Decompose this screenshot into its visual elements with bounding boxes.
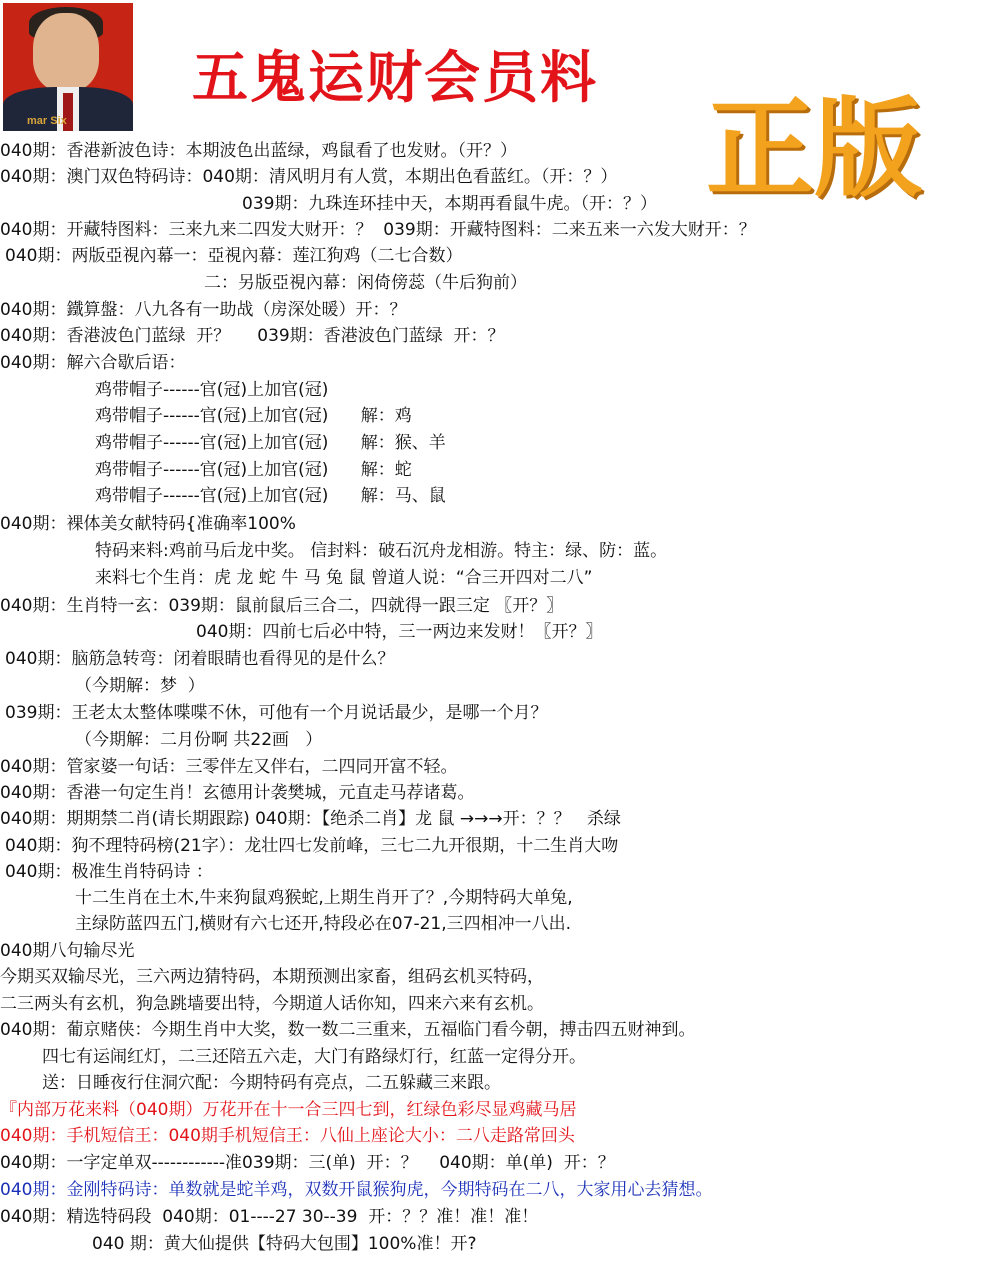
- text-line: 040 期：黄大仙提供【特码大包围】100%准！开?: [92, 1234, 477, 1254]
- text-line: 鸡带帽子------官(冠)上加官(冠): [95, 380, 329, 400]
- text-line: 040期：香港一句定生肖！玄德用计袭樊城，元直走马荐诸葛。: [0, 783, 475, 803]
- authentic-stamp: 正版: [706, 86, 923, 212]
- portrait-watermark: mar Six: [27, 115, 67, 127]
- text-line: 040期：鐵算盤：八九各有一助战（房深处暖）开：？: [0, 300, 407, 320]
- text-line: 040期：精选特码段 040期：01----27 30--39 开：？？准！准！准！: [0, 1207, 539, 1227]
- text-line: 040期：一字定单双------------准039期：三(单) 开：？ 040期：单(单) 开：？: [0, 1153, 615, 1173]
- text-line: 040期：脑筋急转弯：闭着眼睛也看得见的是什么？: [5, 649, 395, 669]
- text-line: 今期买双输尽光，三六两边猜特码，本期预测出家畜，组码玄机买特码，: [0, 967, 544, 987]
- text-line: 鸡带帽子------官(冠)上加官(冠) 解：马、鼠: [95, 486, 446, 506]
- text-line-red: 『内部万花来料（040期）万花开在十一合三四七到，红绿色彩尽显鸡藏马居: [0, 1100, 577, 1120]
- text-line: 鸡带帽子------官(冠)上加官(冠) 解：蛇: [95, 460, 412, 480]
- text-line: 鸡带帽子------官(冠)上加官(冠) 解：猴、羊: [95, 433, 446, 453]
- text-line: （今期解：梦 ）: [75, 676, 205, 696]
- text-line-blue: 040期：金刚特码诗：单数就是蛇羊鸡，双数开鼠猴狗虎，今期特码在二八，大家用心去猜想。: [0, 1180, 713, 1200]
- text-line: 040期：香港波色门蓝绿 开？ 039期：香港波色门蓝绿 开：？: [0, 326, 505, 346]
- text-line: 040期：管家婆一句话：三零伴左又伴右，二四同开富不轻。: [0, 757, 458, 777]
- text-line: 040期：葡京赌侠：今期生肖中大奖，数一数二三重来，五福临门看今朝，搏击四五财神到。: [0, 1020, 696, 1040]
- text-line: 来料七个生肖：虎 龙 蛇 牛 马 兔 鼠 曾道人说：“合三开四对二八”: [95, 568, 593, 588]
- text-line: 040期：期期禁二肖(请长期跟踪) 040期：【绝杀二肖】龙 鼠 →→→开：？？ 杀绿: [0, 809, 621, 829]
- text-line: （今期解：二月份啊 共22画 ）: [75, 730, 323, 750]
- text-line: 040期：香港新波色诗：本期波色出蓝绿，鸡鼠看了也发财。（开？）: [0, 141, 517, 161]
- text-line: 040期八句输尽光: [0, 941, 135, 961]
- text-line: 040期：生肖特一玄：039期：鼠前鼠后三合二，四就得一跟三定 〖开？〗: [0, 596, 564, 616]
- text-line: 040期：解六合歇后语：: [0, 353, 186, 373]
- text-line: 十二生肖在土木,牛来狗鼠鸡猴蛇,上期生肖开了？,今期特码大单兔,: [75, 888, 573, 908]
- text-line: 040期：裸体美女献特码{准确率100%: [0, 514, 296, 534]
- text-line: 040期：四前七后必中特，三一两边来发财！〖开？〗: [196, 622, 603, 642]
- text-line: 送：日睡夜行住洞穴配：今期特码有亮点，二五躲藏三来跟。: [42, 1073, 501, 1093]
- text-line: 040期：澳门双色特码诗：040期：清风明月有人赏，本期出色看蓝红。（开：？）: [0, 167, 618, 187]
- text-line: 鸡带帽子------官(冠)上加官(冠) 解：鸡: [95, 406, 412, 426]
- text-line: 特码来料:鸡前马后龙中奖。 信封料：破石沉舟龙相游。特主：绿、防：蓝。: [95, 541, 668, 561]
- page-title: 五鬼运财会员料: [192, 45, 598, 111]
- text-line: 040期：极准生肖特码诗 ：: [5, 862, 213, 882]
- text-line: 039期：九珠连环挂中天，本期再看鼠牛虎。（开：？）: [242, 194, 657, 214]
- text-line: 040期：两版亞視內幕一：亞視內幕：莲江狗鸡（二七合数）: [5, 246, 463, 266]
- text-line: 主绿防蓝四五门,横财有六七还开,特段必在07-21,三四相冲一八出.: [75, 914, 572, 934]
- text-line: 二三两头有玄机，狗急跳墙要出特，今期道人话你知，四来六来有玄机。: [0, 994, 544, 1014]
- text-line: 040期：狗不理特码榜(21字）：龙壮四七发前峰，三七二九开很期，十二生肖大吻: [5, 836, 619, 856]
- portrait-face: [33, 13, 99, 91]
- portrait-photo: [3, 3, 133, 131]
- text-line-red: 040期：手机短信王：040期手机短信王：八仙上座论大小：二八走路常回头: [0, 1126, 575, 1146]
- text-line: 二：另版亞視內幕：闲倚傍蕊（牛后狗前）: [204, 273, 527, 293]
- text-line: 040期：开藏特图料：三来九来二四发大财开：？ 039期：开藏特图料：二来五来一六发大财开：？: [0, 220, 756, 240]
- text-line: 039期：王老太太整体喋喋不休，可他有一个月说话最少，是哪一个月？: [5, 703, 548, 723]
- text-line: 四七有运闹红灯，二三还陪五六走，大门有路绿灯行，红蓝一定得分开。: [42, 1047, 586, 1067]
